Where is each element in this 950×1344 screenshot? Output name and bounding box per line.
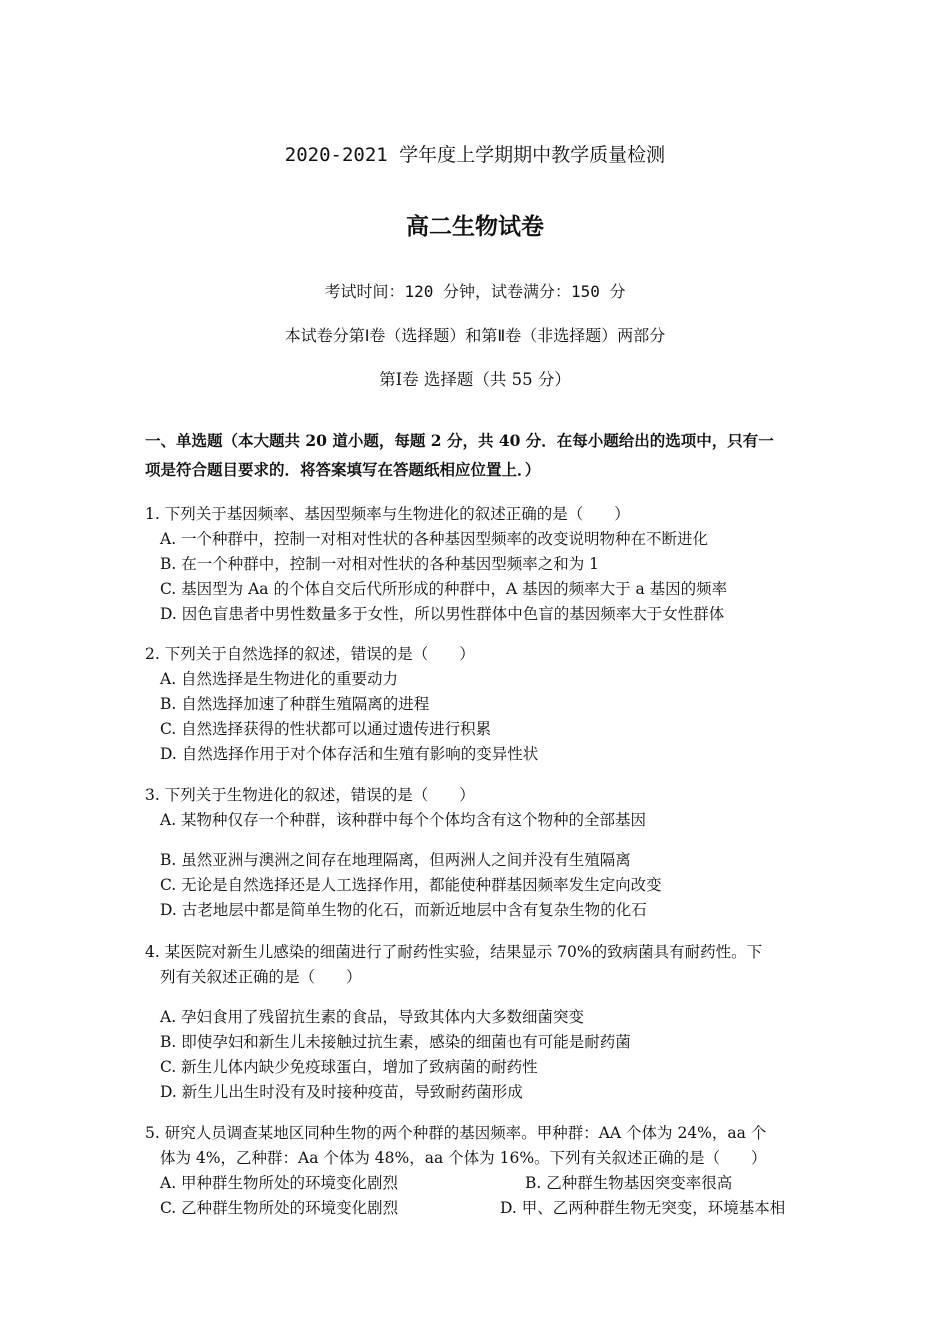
question-4-option-c: C. 新生儿体内缺少免疫球蛋白，增加了致病菌的耐药性 [160,1058,538,1076]
part-instruction-line-2: 项是符合题目要求的．将答案填写在答题纸相应位置上．） [145,460,541,479]
subject-title: 高二生物试卷 [406,213,544,240]
question-4-option-a: A. 孕妇食用了残留抗生素的食品，导致其体内大多数细菌突变 [160,1008,585,1026]
question-5-option-d: D. 甲、乙两种群生物无突变，环境基本相 [500,1199,786,1217]
question-1-option-d: D. 因色盲患者中男性数量多于女性，所以男性群体中色盲的基因频率大于女性群体 [160,605,725,623]
exam-time-info: 考试时间：120 分钟，试卷满分：150 分 [324,282,626,301]
question-1-stem: 1. 下列关于基因频率、基因型频率与生物进化的叙述正确的是（ ） [145,505,630,523]
question-4-stem-line-2: 列有关叙述正确的是（ ） [160,968,362,986]
part-instruction-line-1: 一、单选题（本大题共 20 道小题，每题 2 分，共 40 分．在每小题给出的选项中，只有一 [145,431,774,450]
question-5-stem-line-1: 5. 研究人员调查某地区同种生物的两个种群的基因频率。甲种群：AA 个体为 24%，aa 个 [145,1124,767,1142]
question-2-option-a: A. 自然选择是生物进化的重要动力 [160,670,399,688]
question-1-option-c: C. 基因型为 Aa 的个体自交后代所形成的种群中，A 基因的频率大于 a 基因的频率 [160,580,728,598]
question-1-option-a: A. 一个种群中，控制一对相对性状的各种基因型频率的改变说明物种在不断进化 [160,530,709,548]
question-2-stem: 2. 下列关于自然选择的叙述，错误的是（ ） [145,645,475,663]
question-5-stem-line-2: 体为 4%，乙种群：Aa 个体为 48%，aa 个体为 16%。下列有关叙述正确的是（ ） [160,1149,767,1167]
question-2-option-d: D. 自然选择作用于对个体存活和生殖有影响的变异性状 [160,745,539,763]
question-4-option-d: D. 新生儿出生时没有及时接种疫苗，导致耐药菌形成 [160,1083,523,1101]
question-4-stem-line-1: 4. 某医院对新生儿感染的细菌进行了耐药性实验，结果显示 70%的致病菌具有耐药性。下 [145,943,763,961]
question-3-option-d: D. 古老地层中都是简单生物的化石，而新近地层中含有复杂生物的化石 [160,901,647,919]
question-1-option-b: B. 在一个种群中，控制一对相对性状的各种基因型频率之和为 1 [160,555,600,573]
question-3-option-b: B. 虽然亚洲与澳洲之间存在地理隔离，但两洲人之间并没有生殖隔离 [160,851,631,869]
question-3-option-a: A. 某物种仅存一个种群，该种群中每个个体均含有这个物种的全部基因 [160,811,647,829]
question-4-option-b: B. 即使孕妇和新生儿未接触过抗生素，感染的细菌也有可能是耐药菌 [160,1033,631,1051]
question-5-option-c: C. 乙种群生物所处的环境变化剧烈 [160,1199,399,1217]
section-title: 第Ⅰ卷 选择题（共 55 分） [379,370,571,389]
exam-title: 2020-2021 学年度上学期期中教学质量检测 [284,144,666,166]
question-5-option-b: B. 乙种群生物基因突变率很高 [525,1174,733,1192]
question-5-option-a: A. 甲种群生物所处的环境变化剧烈 [160,1174,399,1192]
question-3-stem: 3. 下列关于生物进化的叙述，错误的是（ ） [145,786,475,804]
question-3-option-c: C. 无论是自然选择还是人工选择作用，都能使种群基因频率发生定向改变 [160,876,662,894]
question-2-option-c: C. 自然选择获得的性状都可以通过遗传进行积累 [160,720,492,738]
exam-structure-info: 本试卷分第Ⅰ卷（选择题）和第Ⅱ卷（非选择题）两部分 [284,326,666,345]
question-2-option-b: B. 自然选择加速了种群生殖隔离的进程 [160,695,430,713]
